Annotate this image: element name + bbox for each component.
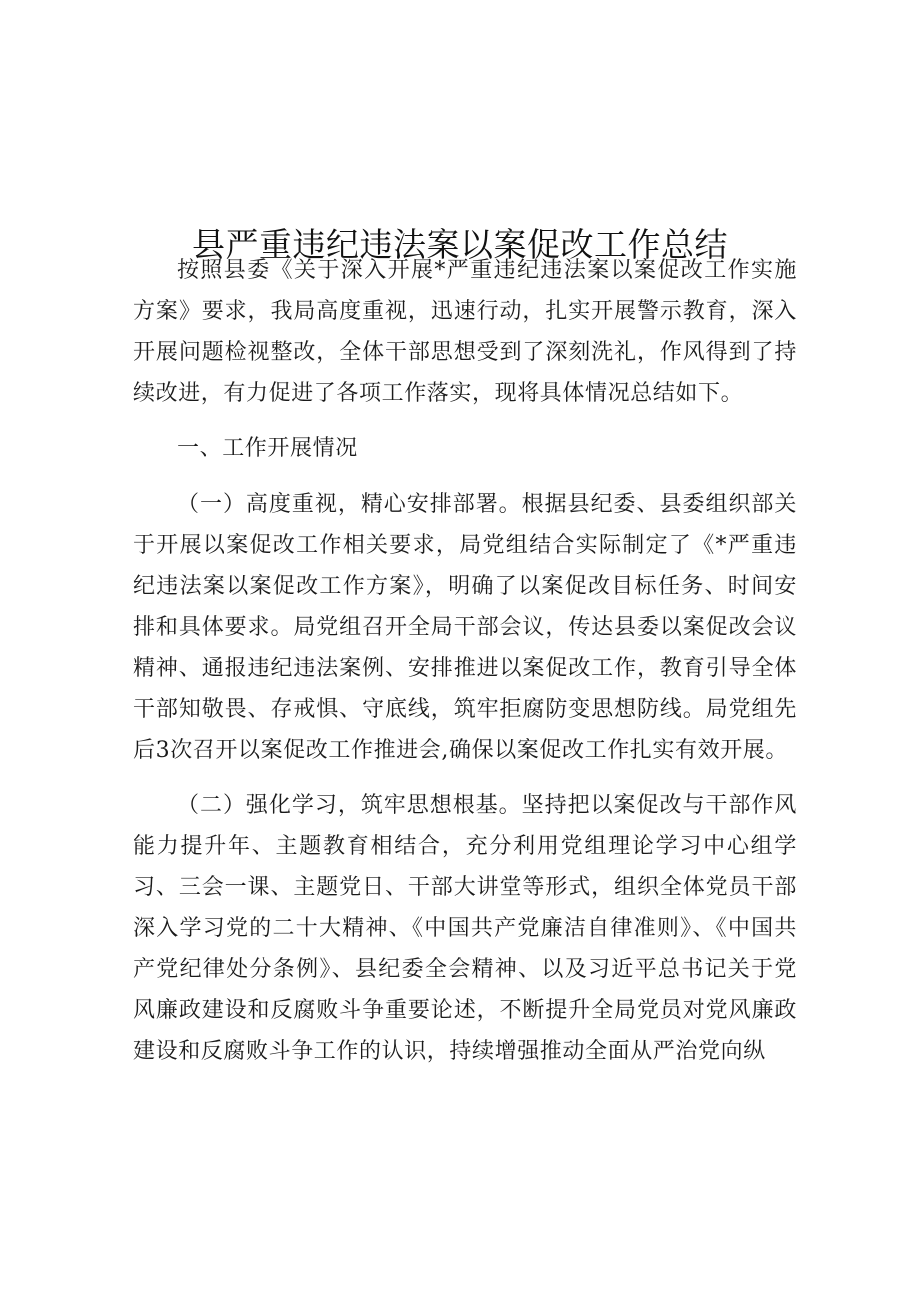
intro-paragraph: 按照县委《关于深入开展*严重违纪违法案以案促改工作实施方案》要求，我局高度重视，迅速行动，扎实开展警示教育，深入开展问题检视整改，全体干部思想受到了深刻洗礼，作风得到了持续改进，有力促进了各项工作落实，现将具体情况总结如下。 (133, 258, 797, 406)
document-body (133, 250, 797, 1072)
item-1-paragraph: （一）高度重视，精心安排部署。根据县纪委、县委组织部关于开展以案促改工作相关要求，局党组结合实际制定了《*严重违纪违法案以案促改工作方案》，明确了以案促改目标任务、时间安排和具体要求。局党组召开全局干部会议，传达县委以案促改会议精神、通报违纪违法案例、安排推进以案促改工作，教育引导全体干部知敬畏、存戒惧、守底线，筑牢拒腐防变思想防线。局党组先后3次召开以案促改工作推进会,确保以案促改工作扎实有效开展。 (133, 492, 797, 763)
section-heading: 一、工作开展情况 (177, 436, 358, 461)
item-2-paragraph: （二）强化学习，筑牢思想根基。坚持把以案促改与干部作风能力提升年、主题教育相结合，充分利用党组理论学习中心组学习、三会一课、主题党日、干部大讲堂等形式，组织全体党员干部深入学习党的二十大精神、《中国共产党廉洁自律准则》、《中国共产党纪律处分条例》、县纪委全会精神、以及习近平总书记关于党风廉政建设和反腐败斗争重要论述，不断提升全局党员对党风廉政建设和反腐败斗争工作的认识，持续增强推动全面从严治党向纵 (133, 793, 797, 1064)
document-title: 县严重违纪违法案以案促改工作总结 (192, 225, 728, 265)
